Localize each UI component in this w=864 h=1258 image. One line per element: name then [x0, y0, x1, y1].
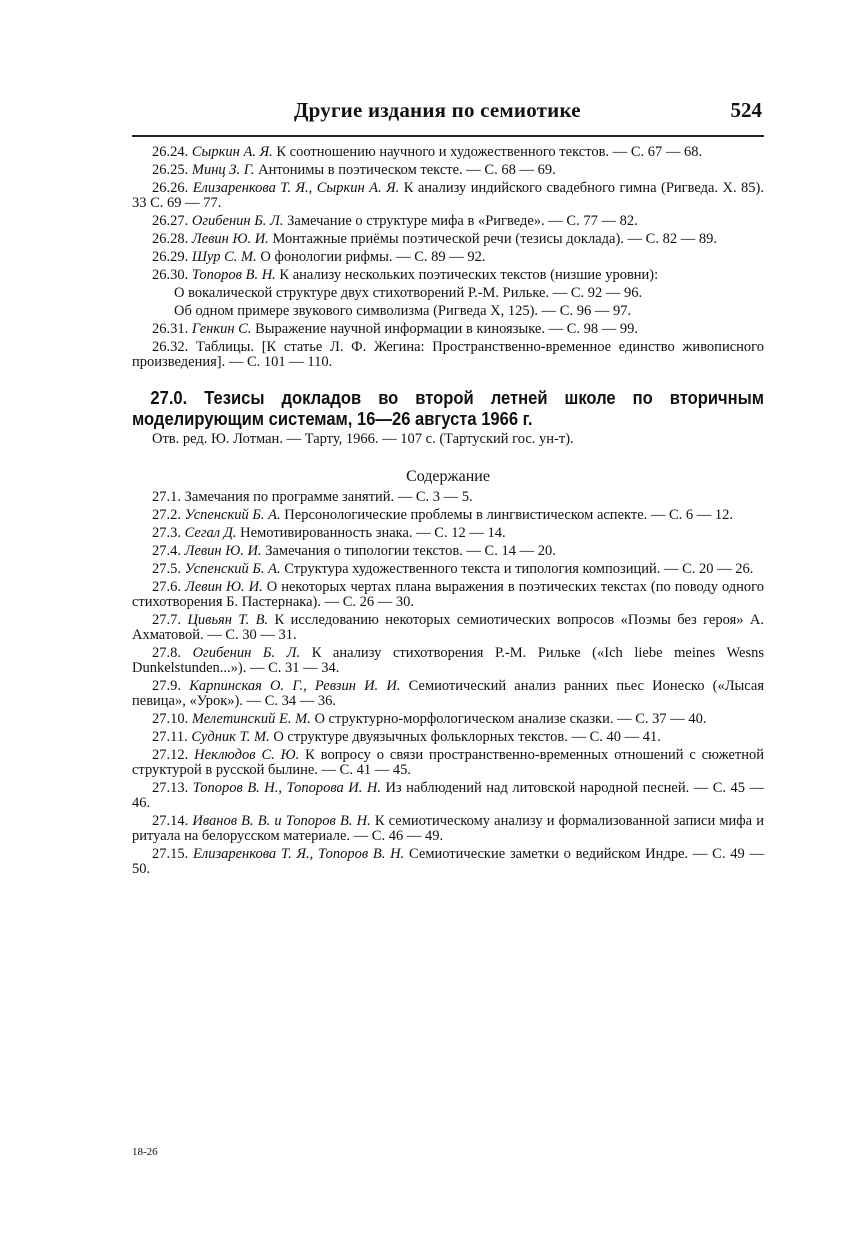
entry-text: О структуре двуязычных фольклорных текстов. — С. 40 — 41. — [273, 729, 661, 745]
entry-number: 27.1. — [152, 489, 181, 505]
entry-author: Шур С. М. — [191, 249, 257, 265]
entry-number: 27.3. — [152, 525, 181, 541]
entry-author: Топоров В. Н. — [191, 267, 276, 283]
bibliography-entry — [132, 181, 764, 211]
entry-author: Огибенин Б. Л. — [191, 213, 284, 229]
bibliography-entry — [132, 814, 764, 844]
entry-text: К анализу нескольких поэтических текстов (низшие уровни): — [279, 267, 659, 283]
bibliography-entry — [132, 781, 764, 811]
bibliography-entry — [132, 847, 764, 877]
entry-author: Карпинская О. Г., Ревзин И. И. — [189, 678, 401, 694]
bibliography-entry — [132, 322, 764, 337]
entry-text: К семиотическому анализу и формализованной записи мифа и ритуала на белорусском материале. — С. 46 — 49. — [132, 813, 765, 844]
bibliography-entry — [132, 145, 764, 160]
entry-author: Мелетинский Е. М. — [191, 711, 311, 727]
bibliography-entry — [132, 163, 764, 178]
entry-number: 26.29. — [152, 249, 189, 265]
entry-text: Монтажные приёмы поэтической речи (тезисы доклада). — С. 82 — 89. — [272, 231, 717, 247]
entry-number: 27.7. — [152, 612, 181, 628]
bibliography-entry — [132, 613, 764, 643]
entry-author: Минц З. Г. — [191, 162, 255, 178]
entry-author: Елизаренкова Т. Я., Топоров В. Н. — [193, 846, 405, 862]
bibliography-entry — [132, 268, 764, 283]
signature-mark: 18-26 — [132, 1146, 158, 1158]
entry-text: О структурно-морфологическом анализе сказки. — С. 37 — 40. — [314, 711, 707, 727]
running-header-title: Другие издания по семиотике — [294, 98, 581, 122]
entry-number: 26.27. — [152, 213, 189, 229]
bibliography-entry — [132, 526, 764, 541]
entry-author: Неклюдов С. Ю. — [194, 747, 300, 763]
entry-author: Левин Ю. И. — [184, 543, 262, 559]
entry-text: Из наблюдений над литовской народной песней. — С. 45 — 46. — [132, 780, 765, 811]
entry-author: Елизаренкова Т. Я., Сыркин А. Я. — [192, 180, 400, 196]
entry-text: Замечания по программе занятий. — С. 3 — 5. — [184, 489, 473, 505]
entry-text: Семиотический анализ ранних пьес Ионеско («Лысая певица», «Урок»). — С. 34 — 36. — [132, 678, 764, 709]
entry-text: К анализу индийского свадебного гимна (Ригведа. X. 85). 33 С. 69 — 77. — [132, 180, 764, 211]
entry-author: Цивьян Т. В. — [187, 612, 269, 628]
entry-text: Замечание о структуре мифа в «Ригведе». — С. 77 — 82. — [287, 213, 638, 229]
subentry: О вокалической структуре двух стихотворений Р.-М. Рильке. — С. 92 — 96. — [174, 285, 643, 301]
entry-author: Топоров В. Н., Топорова И. Н. — [192, 780, 381, 796]
entry-number: 27.11. — [152, 729, 188, 745]
section-heading: 27.0. Тезисы докладов во второй летней школе по вторичным моделирующим системам, 16—26 августа 1966 г. — [132, 388, 765, 429]
entry-number: 27.4. — [152, 543, 181, 559]
bibliography-entry — [132, 340, 764, 370]
entry-text: О некоторых чертах плана выражения в поэтических текстах (по поводу одного стихотворения Б. Пастернака). — С. 26 — 30. — [132, 579, 765, 610]
contents-title: Содержание — [406, 468, 490, 485]
entry-author: Левин Ю. И. — [191, 231, 269, 247]
entry-text: К анализу стихотворения Р.-М. Рильке («Ich liebe meines Wesns Dunkelstunden...»). — С. 31 — 34. — [132, 645, 764, 676]
entry-author: Успенский Б. А. — [184, 507, 281, 523]
entry-number: 27.14. — [152, 813, 189, 829]
entry-author: Левин Ю. И. — [185, 579, 263, 595]
entry-number: 26.31. — [152, 321, 189, 337]
entry-text: Семиотические заметки о ведийском Индре. — С. 49 — 50. — [132, 846, 765, 877]
bibliography-entry — [132, 679, 764, 709]
entry-number: 27.6. — [152, 579, 181, 595]
bibliography-entry — [132, 646, 764, 676]
bibliography-entry — [132, 250, 764, 265]
entry-text: Немотивированность знака. — С. 12 — 14. — [240, 525, 506, 541]
contents-list — [132, 490, 764, 877]
entry-number: 27.12. — [152, 747, 189, 763]
entry-text: К соотношению научного и художественного текстов. — С. 67 — 68. — [276, 144, 703, 160]
entry-number: 27.15. — [152, 846, 189, 862]
entry-number: 26.30. — [152, 267, 189, 283]
subentry: Об одном примере звукового символизма (Ригведа X, 125). — С. 96 — 97. — [174, 303, 632, 319]
entry-author: Сыркин А. Я. — [191, 144, 273, 160]
entry-author: Успенский Б. А. — [184, 561, 281, 577]
running-header — [132, 98, 762, 132]
bibliography-entry — [132, 712, 764, 727]
bibliography-entry — [132, 490, 764, 505]
entry-text: Замечания о типологии текстов. — С. 14 — 20. — [265, 543, 556, 559]
bibliography-entry — [132, 748, 764, 778]
entry-number: 26.26. — [152, 180, 189, 196]
entry-text: Структура художественного текста и типология композиций. — С. 20 — 26. — [284, 561, 754, 577]
entry-number: 26.25. — [152, 162, 189, 178]
entry-text: О фонологии рифмы. — С. 89 — 92. — [260, 249, 486, 265]
entry-author: Судник Т. М. — [191, 729, 270, 745]
entry-number: 27.13. — [152, 780, 189, 796]
entry-number: 27.5. — [152, 561, 181, 577]
entry-text: Выражение научной информации в киноязыке. — С. 98 — 99. — [255, 321, 638, 337]
entry-number: 26.28. — [152, 231, 189, 247]
entry-number: 27.8. — [152, 645, 181, 661]
entry-author: Иванов В. В. и Топоров В. Н. — [192, 813, 371, 829]
entry-author: Сегал Д. — [184, 525, 237, 541]
bibliography-entry — [132, 232, 764, 247]
entry-number: 26.32. — [152, 339, 189, 355]
entry-number: 27.9. — [152, 678, 181, 694]
bibliography-entry — [132, 562, 764, 577]
entry-author: Генкин С. — [191, 321, 252, 337]
bibliography-entry — [132, 730, 764, 745]
bibliography-entry — [132, 508, 764, 523]
entry-list-26-end — [132, 322, 764, 370]
page-number: 524 — [730, 98, 762, 122]
entry-text: К исследованию некоторых семиотических вопросов «Поэмы без героя» А. Ахматовой. — С. 30 — 31. — [132, 612, 765, 643]
entry-text: Антонимы в поэтическом тексте. — С. 68 — 69. — [258, 162, 556, 178]
entry-text: Персонологические проблемы в лингвистическом аспекте. — С. 6 — 12. — [284, 507, 734, 523]
subentry-list — [132, 286, 764, 319]
entry-number: 26.24. — [152, 144, 189, 160]
header-rule — [132, 135, 764, 137]
bibliography-entry — [132, 544, 764, 559]
entry-list-26 — [132, 145, 764, 283]
entry-number: 27.2. — [152, 507, 181, 523]
entry-text: Таблицы. [К статье Л. Ф. Жегина: Пространственно-временное единство живописного произведения]. — С. 101 — 110. — [132, 339, 764, 370]
entry-author: Огибенин Б. Л. — [192, 645, 301, 661]
bibliography-entry — [132, 214, 764, 229]
entry-text: К вопросу о связи пространственно-временных отношений с сюжетной структурой в русской былине. — С. 41 — 45. — [132, 747, 765, 778]
section-imprint: Отв. ред. Ю. Лотман. — Тарту, 1966. — 107 с. (Тартуский гос. ун-т). — [152, 431, 574, 447]
page-body — [132, 145, 764, 880]
bibliography-entry — [132, 580, 764, 610]
entry-number: 27.10. — [152, 711, 189, 727]
